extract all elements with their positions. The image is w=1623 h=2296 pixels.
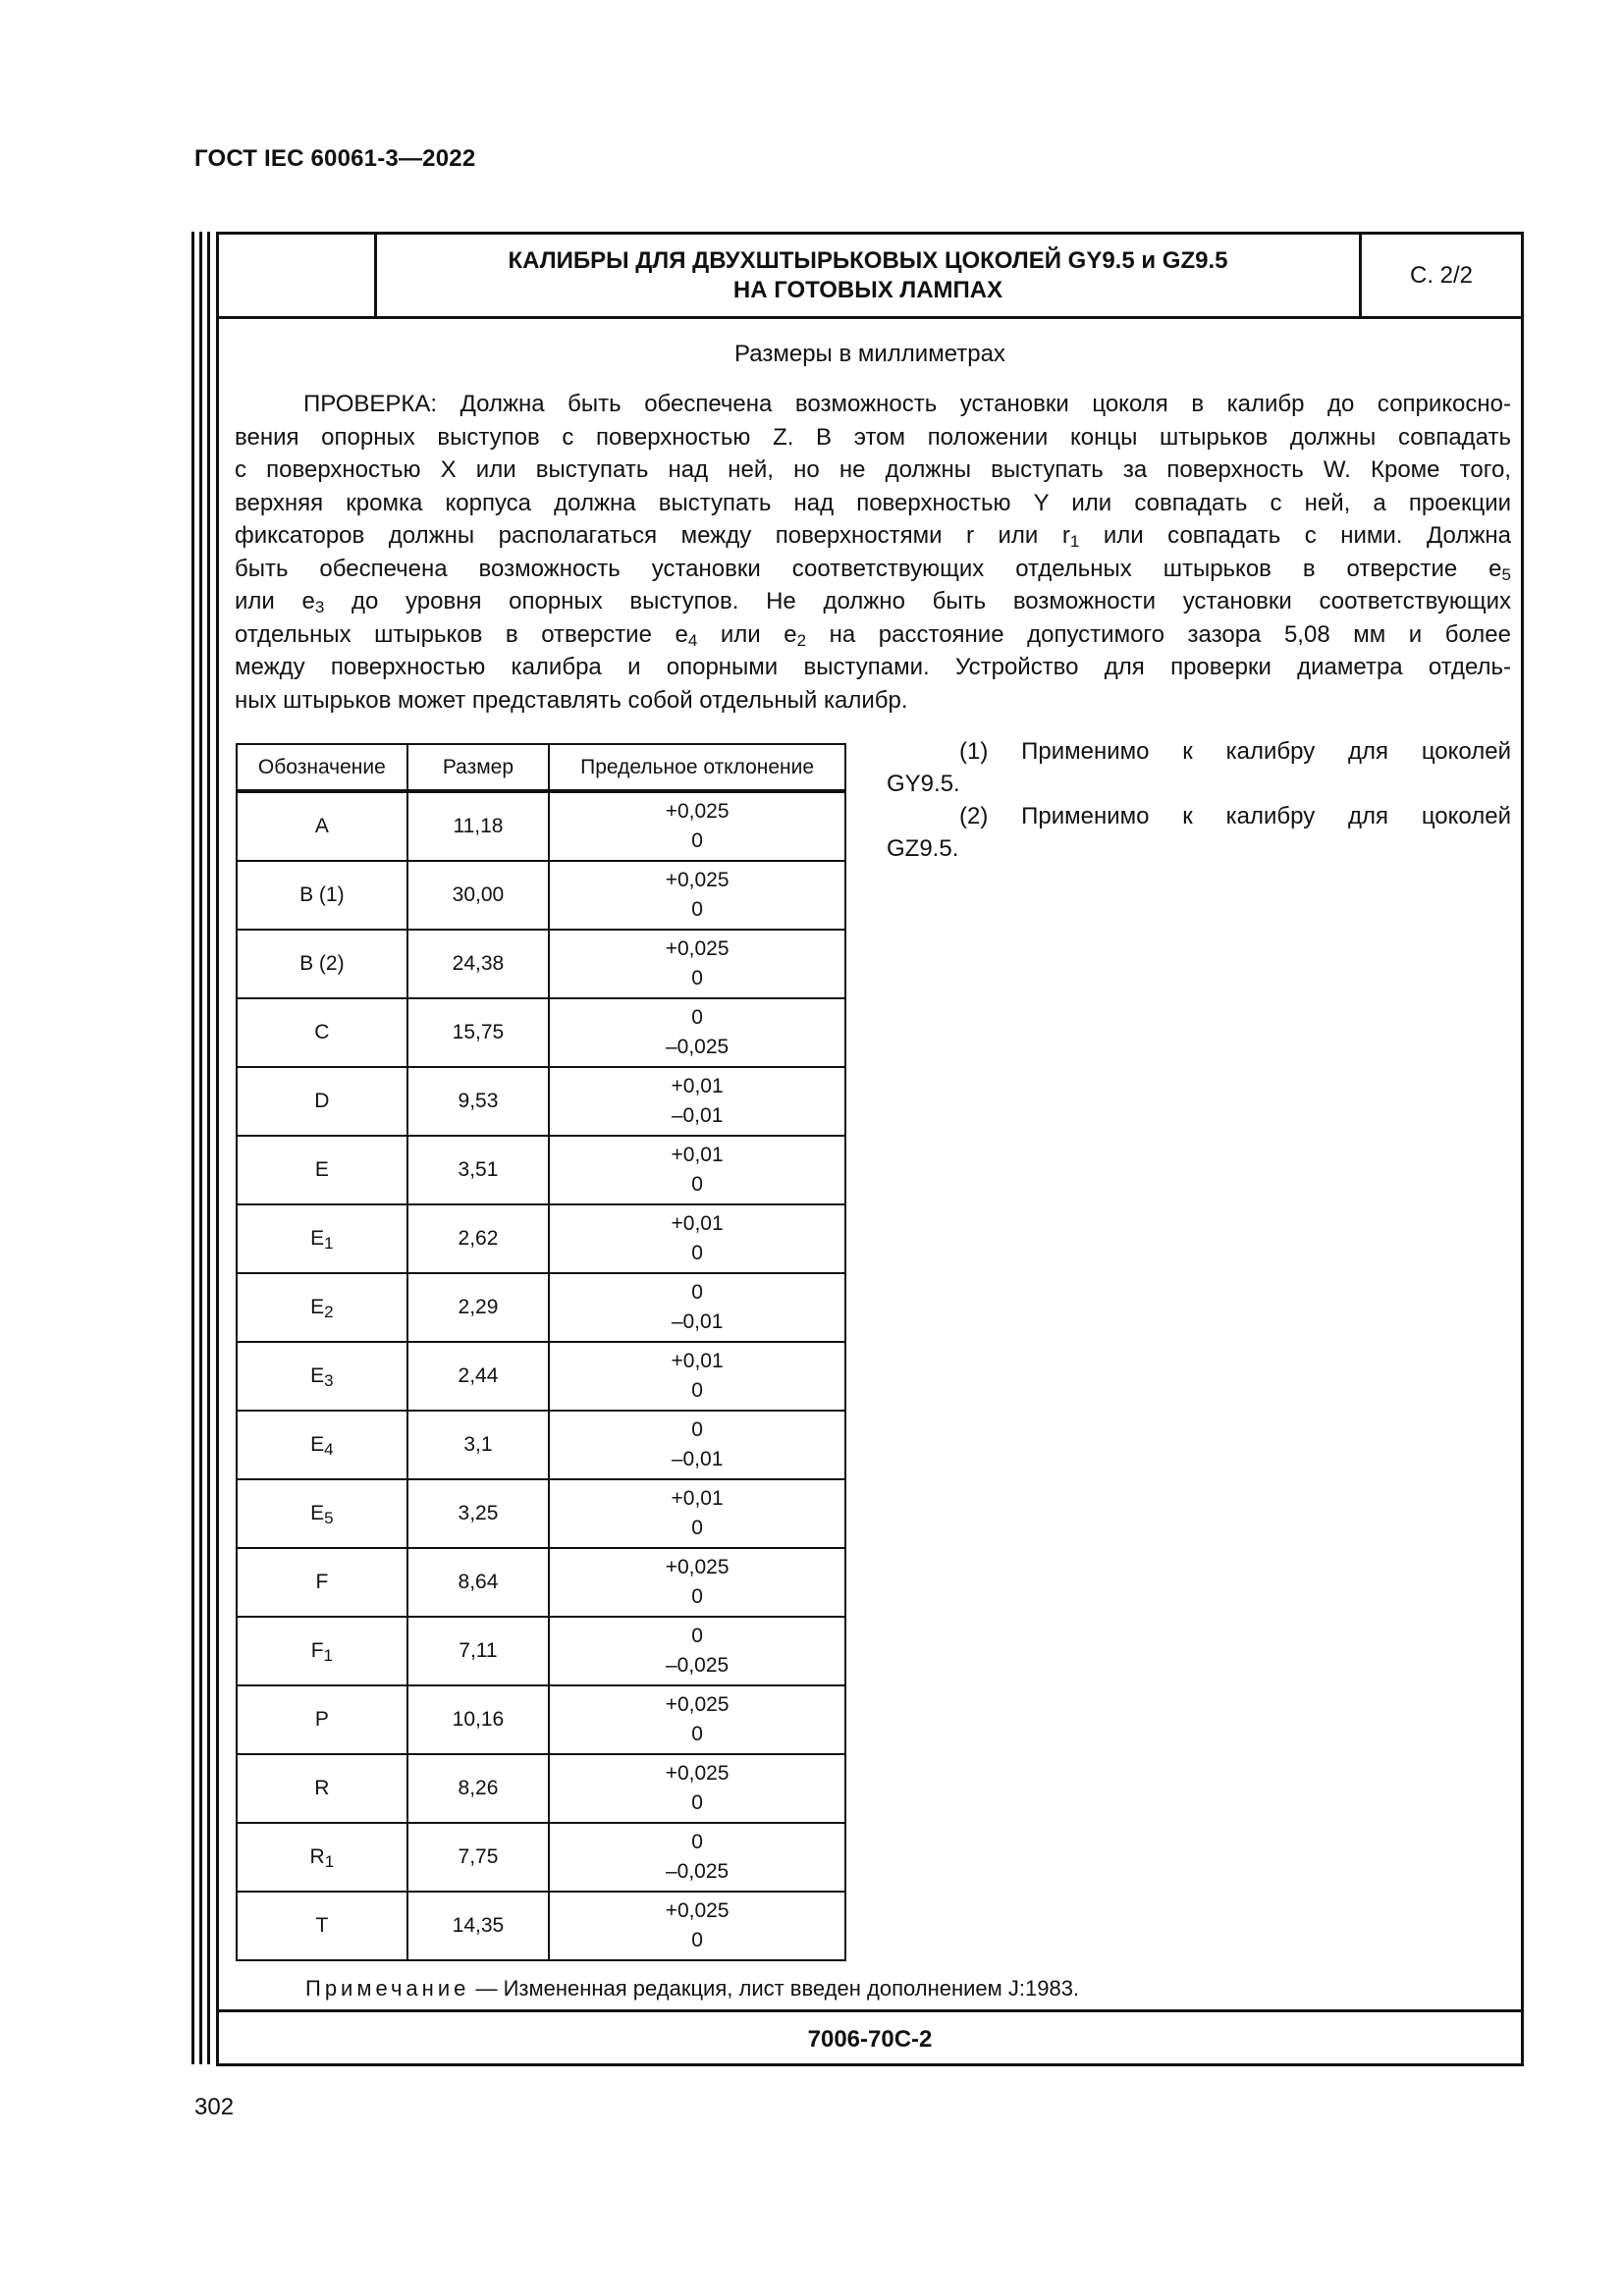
paragraph-line: вения опорных выступов с поверхностью Z. В этом положении концы штырьков должны совпадать — [235, 423, 1511, 451]
tolerance-lower: 0 — [691, 1929, 703, 1951]
table-header-row — [237, 744, 845, 791]
table-row — [237, 1823, 845, 1892]
dimensions-table — [236, 743, 846, 1961]
size-cell: 10,16 — [407, 1685, 550, 1754]
table-row — [237, 1892, 845, 1960]
footnote-text: — Измененная редакция, лист введен дополнением J:1983. — [469, 1976, 1080, 2001]
sheet-title-line-2: НА ГОТОВЫХ ЛАМПАХ — [732, 276, 1003, 303]
size-cell: 2,62 — [407, 1204, 550, 1273]
designation-subscript: 1 — [324, 1234, 334, 1253]
tolerance-upper: +0,01 — [671, 1212, 724, 1235]
size-cell: 9,53 — [407, 1067, 550, 1136]
subscript: 5 — [1501, 564, 1511, 584]
table-row — [237, 1136, 845, 1204]
subscript: 1 — [1069, 532, 1080, 551]
designation-cell: A — [237, 791, 407, 861]
tolerance-upper: +0,01 — [671, 1487, 724, 1510]
note-1-line-1: (1) Применимо к калибру для цоколей — [959, 738, 1511, 765]
designation-subscript: 3 — [324, 1371, 334, 1390]
tolerance-lower: –0,025 — [665, 1654, 730, 1677]
designation-subscript: 1 — [323, 1646, 333, 1665]
tolerance-cell — [549, 1617, 845, 1685]
table-row — [237, 1754, 845, 1823]
table-row — [237, 1067, 845, 1136]
tolerance-cell — [549, 1892, 845, 1960]
table-row — [237, 1685, 845, 1754]
size-cell: 3,25 — [407, 1479, 550, 1548]
tolerance-cell — [549, 1342, 845, 1411]
table-row — [237, 1411, 845, 1479]
title-empty-cell — [219, 235, 377, 316]
tolerance-upper: +0,025 — [665, 800, 730, 823]
sheet-code: 7006-70C-2 — [219, 2009, 1521, 2066]
size-cell: 14,35 — [407, 1892, 550, 1960]
tolerance-cell — [549, 998, 845, 1067]
note-2-line-2: GZ9.5. — [887, 835, 959, 862]
size-cell: 3,51 — [407, 1136, 550, 1204]
tolerance-cell — [549, 1548, 845, 1617]
designation-cell: R — [237, 1754, 407, 1823]
table-row — [237, 1548, 845, 1617]
designation-cell: $E_2$ — [237, 1273, 407, 1342]
tolerance-cell — [549, 1823, 845, 1892]
sheet-title-line-1: КАЛИБРЫ ДЛЯ ДВУХШТЫРЬКОВЫХ ЦОКОЛЕЙ GY9.5 и GZ9.5 — [508, 246, 1228, 274]
tolerance-upper: 0 — [691, 1831, 703, 1853]
designation-cell: $E_4$ — [237, 1411, 407, 1479]
tolerance-cell — [549, 1685, 845, 1754]
tolerance-cell — [549, 1754, 845, 1823]
table-row — [237, 1204, 845, 1273]
tolerance-upper: 0 — [691, 1418, 703, 1441]
tolerance-lower: 0 — [691, 1517, 703, 1539]
tolerance-upper: +0,025 — [665, 1693, 730, 1716]
designation-cell: $E_3$ — [237, 1342, 407, 1411]
size-cell: 7,11 — [407, 1617, 550, 1685]
paragraph-line: ПРОВЕРКА: Должна быть обеспечена возможность установки цоколя в калибр до соприкосно- — [303, 391, 1511, 417]
tolerance-cell — [549, 861, 845, 930]
designation-subscript: 4 — [324, 1440, 334, 1459]
designation-cell: D — [237, 1067, 407, 1136]
designation-subscript: 5 — [324, 1509, 334, 1527]
designation-subscript: 1 — [324, 1852, 335, 1871]
tolerance-upper: +0,025 — [665, 1556, 730, 1578]
designation-cell: E — [237, 1136, 407, 1204]
standard-header: ГОСТ IEC 60061-3—2022 — [194, 145, 476, 172]
tolerance-upper: +0,01 — [671, 1350, 724, 1372]
tolerance-upper: +0,01 — [671, 1144, 724, 1166]
tolerance-lower: 0 — [691, 1242, 703, 1264]
table-row — [237, 998, 845, 1067]
margin-rule-3 — [207, 232, 210, 2064]
tolerance-upper: 0 — [691, 1281, 703, 1304]
tolerance-lower: –0,025 — [665, 1036, 730, 1058]
paragraph-line: быть обеспечена возможность установки соответствующих отдельных штырьков в отверстие $e_5$ — [235, 555, 1511, 584]
tolerance-lower: 0 — [691, 1173, 703, 1196]
table-row — [237, 1273, 845, 1342]
size-cell: 2,44 — [407, 1342, 550, 1411]
size-cell: 24,38 — [407, 930, 550, 998]
header-size: Размер — [407, 744, 550, 791]
tolerance-lower: –0,01 — [671, 1448, 724, 1470]
paragraph-line: фиксаторов должны располагаться между поверхностями r или $r_1$ или совпадать с ними. Должна — [235, 522, 1511, 551]
tolerance-lower: –0,01 — [671, 1104, 724, 1127]
units-note: Размеры в миллиметрах — [734, 341, 1005, 367]
paragraph-line: верхняя кромка корпуса должна выступать над поверхностью Y или совпадать с ней, а проекции — [235, 489, 1511, 516]
size-cell: 8,64 — [407, 1548, 550, 1617]
tolerance-lower: 0 — [691, 967, 703, 989]
table-notes — [887, 735, 1511, 865]
designation-cell: B (1) — [237, 861, 407, 930]
note-1-line-2: GY9.5. — [887, 771, 960, 797]
paragraph-line: с поверхностью X или выступать над ней, но не должны выступать за поверхность W. Кроме того, — [235, 456, 1511, 483]
table-row — [237, 930, 845, 998]
margin-rule-1 — [191, 232, 194, 2064]
designation-subscript: 2 — [324, 1303, 334, 1321]
paragraph-line: между поверхностью калибра и опорными выступами. Устройство для проверки диаметра отдель- — [235, 654, 1511, 680]
sheet-frame — [216, 232, 1524, 2066]
tolerance-lower: 0 — [691, 1379, 703, 1402]
note-2 — [887, 800, 1511, 865]
size-cell: 3,1 — [407, 1411, 550, 1479]
note-2-line-1: (2) Применимо к калибру для цоколей — [959, 803, 1511, 829]
tolerance-upper: 0 — [691, 1625, 703, 1647]
tolerance-cell — [549, 1411, 845, 1479]
designation-cell: T — [237, 1892, 407, 1960]
page-number: 302 — [194, 2094, 235, 2120]
sheet-number: С. 2/2 — [1359, 235, 1521, 316]
check-paragraph — [235, 388, 1511, 717]
subscript: 2 — [796, 630, 807, 650]
tolerance-upper: +0,025 — [665, 1762, 730, 1785]
size-cell: 7,75 — [407, 1823, 550, 1892]
footnote-label: Примечание — [305, 1976, 470, 2001]
tolerance-cell — [549, 791, 845, 861]
designation-cell: $E_1$ — [237, 1204, 407, 1273]
paragraph-line: ных штырьков может представлять собой отдельный калибр. — [235, 686, 908, 714]
designation-cell: C — [237, 998, 407, 1067]
tolerance-cell — [549, 1067, 845, 1136]
subscript: 4 — [687, 630, 698, 650]
table-body — [237, 791, 845, 1960]
tolerance-lower: 0 — [691, 1791, 703, 1814]
paragraph-line: или $e_3$ до уровня опорных выступов. Не должно быть возможности установки соответствующих — [235, 588, 1511, 616]
size-cell: 30,00 — [407, 861, 550, 930]
designation-cell: $E_5$ — [237, 1479, 407, 1548]
tolerance-upper: 0 — [691, 1006, 703, 1029]
footnote — [305, 1976, 1079, 2002]
tolerance-upper: +0,025 — [665, 1899, 730, 1922]
table-row — [237, 861, 845, 930]
note-1 — [887, 735, 1511, 800]
designation-cell: B (2) — [237, 930, 407, 998]
designation-cell: $R_1$ — [237, 1823, 407, 1892]
header-tolerance: Предельное отклонение — [549, 744, 845, 791]
tolerance-cell — [549, 1204, 845, 1273]
table-row — [237, 791, 845, 861]
table-row — [237, 1479, 845, 1548]
tolerance-upper: +0,025 — [665, 937, 730, 960]
tolerance-upper: +0,025 — [665, 869, 730, 891]
header-designation: Обозначение — [237, 744, 407, 791]
table-row — [237, 1342, 845, 1411]
tolerance-lower: 0 — [691, 829, 703, 852]
tolerance-cell — [549, 1479, 845, 1548]
size-cell: 8,26 — [407, 1754, 550, 1823]
margin-rule-2 — [199, 232, 202, 2064]
designation-cell: F — [237, 1548, 407, 1617]
sheet-title — [377, 235, 1359, 316]
tolerance-lower: –0,025 — [665, 1860, 730, 1883]
tolerance-lower: 0 — [691, 898, 703, 921]
tolerance-upper: +0,01 — [671, 1075, 724, 1097]
table-row — [237, 1617, 845, 1685]
tolerance-lower: –0,01 — [671, 1310, 724, 1333]
tolerance-cell — [549, 1136, 845, 1204]
size-cell: 11,18 — [407, 791, 550, 861]
tolerance-cell — [549, 1273, 845, 1342]
size-cell: 2,29 — [407, 1273, 550, 1342]
title-row — [219, 235, 1521, 319]
size-cell: 15,75 — [407, 998, 550, 1067]
tolerance-lower: 0 — [691, 1723, 703, 1745]
paragraph-line: отдельных штырьков в отверстие $e_4$ или $e_2$ на расстояние допустимого зазора 5,08 мм и более — [235, 620, 1511, 650]
tolerance-lower: 0 — [691, 1585, 703, 1608]
subscript: 3 — [314, 598, 325, 616]
designation-cell: $F_1$ — [237, 1617, 407, 1685]
tolerance-cell — [549, 930, 845, 998]
designation-cell: P — [237, 1685, 407, 1754]
